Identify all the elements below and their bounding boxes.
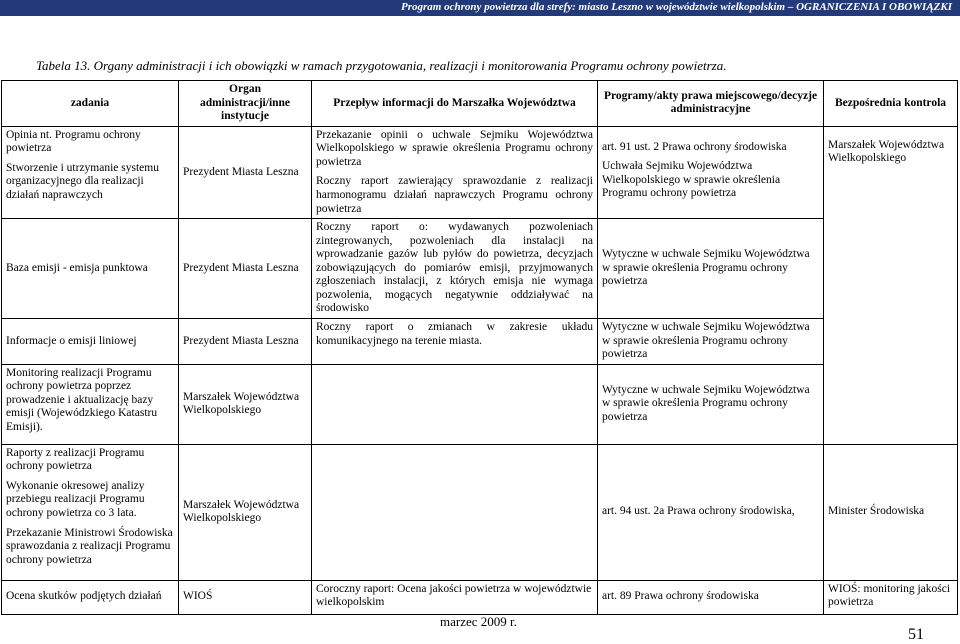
cell-zadania: Baza emisji - emisja punktowa [2,219,179,319]
cell-przeplyw: Roczny raport o zmianach w zakresie układu komunikacyjnego na terenie miasta. [312,319,598,365]
cell-przeplyw: Roczny raport o: wydawanych pozwoleniach zintegrowanych, pozwoleniach dla instalacji na wprowadzanie gazów lub pyłów do powietrza, decyzjach zobowiązujących do pomiarów emisji, przyjmowanych zgłoszeniach instalacji, z których emisja nie wymaga pozwolenia, mogących negatywnie oddziaływać na środowisko [312,219,598,319]
info-text: Przekazanie opinii o uchwale Sejmiku Województwa Wielkopolskiego w sprawie określenia Programu ochrony powietrza [316,128,593,168]
cell-przeplyw [312,126,598,218]
cell-przeplyw: Coroczny raport: Ocena jakości powietrza w województwie wielkopolskim [312,580,598,614]
header-programy: Programy/akty prawa miejscowego/decyzje administracyjne [598,81,824,127]
cell-zadania [2,126,179,218]
task-text: Opinia nt. Programu ochrony powietrza [6,128,141,155]
cell-programy: Wytyczne w uchwale Sejmiku Województwa w sprawie określenia Programu ochrony powietrza [598,364,824,444]
obligations-table [1,80,958,615]
cell-przeplyw [312,364,598,444]
task-text: Wykonanie okresowej analizy przebiegu realizacji Programu ochrony powietrza co 3 lata. [6,479,145,519]
cell-organ: Marszałek Województwa Wielkopolskiego [179,444,312,580]
cell-organ: Prezydent Miasta Leszna [179,126,312,218]
footer-date: marzec 2009 r. [440,614,517,629]
cell-przeplyw [312,444,598,580]
cell-zadania: Informacje o emisji liniowej [2,319,179,365]
cell-zadania: Ocena skutków podjętych działań [2,580,179,614]
program-text: art. 91 ust. 2 Prawa ochrony środowiska [602,140,787,153]
task-text: Przekazanie Ministrowi Środowiska sprawozdania z realizacji Programu ochrony powietrza [6,526,173,566]
cell-kontrola: WIOŚ: monitoring jakości powietrza [824,580,958,614]
header-zadania: zadania [2,81,179,127]
cell-kontrola: Minister Środowiska [824,444,958,580]
table-row [2,364,958,444]
cell-organ: WIOŚ [179,580,312,614]
header-kontrola: Bezpośrednia kontrola [824,81,958,127]
task-text: Raporty z realizacji Programu ochrony powietrza [6,446,145,473]
cell-programy: art. 89 Prawa ochrony środowiska [598,580,824,614]
table-header-row [2,81,958,127]
cell-programy: art. 94 ust. 2a Prawa ochrony środowiska, [598,444,824,580]
table-row [2,580,958,614]
table-row [2,126,958,218]
cell-programy: Wytyczne w uchwale Sejmiku Województwa w sprawie określenia Programu ochrony powietrza [598,219,824,319]
cell-programy [598,126,824,218]
header-band [0,0,960,16]
header-organ: Organ administracji/inne instytucje [179,81,312,127]
table-caption: Tabela 13. Organy administracji i ich obowiązki w ramach przygotowania, realizacji i monitorowania Programu ochrony powietrza. [36,58,727,73]
task-text: Stworzenie i utrzymanie systemu organizacyjnego dla realizacji działań naprawczych [6,161,159,201]
cell-kontrola [824,126,958,444]
cell-organ: Marszałek Województwa Wielkopolskiego [179,364,312,444]
cell-organ: Prezydent Miasta Leszna [179,319,312,365]
header-przeplyw: Przepływ informacji do Marszałka Województwa [312,81,598,127]
control-text: Marszałek Województwa Wielkopolskiego [828,138,945,165]
table-row [2,319,958,365]
program-text: Uchwała Sejmiku Województwa Wielkopolskiego w sprawie określenia Programu ochrony powietrza [602,160,781,200]
cell-organ: Prezydent Miasta Leszna [179,219,312,319]
table-row [2,219,958,319]
cell-programy: Wytyczne w uchwale Sejmiku Województwa w sprawie określenia Programu ochrony powietrza [598,319,824,365]
page-number: 51 [908,626,924,643]
cell-zadania [2,444,179,580]
info-text: Roczny raport zawierający sprawozdanie z realizacji harmonogramu działań naprawczych Programu ochrony powietrza [316,175,593,215]
cell-zadania: Monitoring realizacji Programu ochrony powietrza poprzez prowadzenie i aktualizację bazy emisji (Wojewódzkiego Katastru Emisji). [2,364,179,444]
table-row [2,444,958,580]
running-header: Program ochrony powietrza dla strefy: miasto Leszno w województwie wielkopolskim – OGRANICZENIA I OBOWIĄZKI [401,1,952,13]
